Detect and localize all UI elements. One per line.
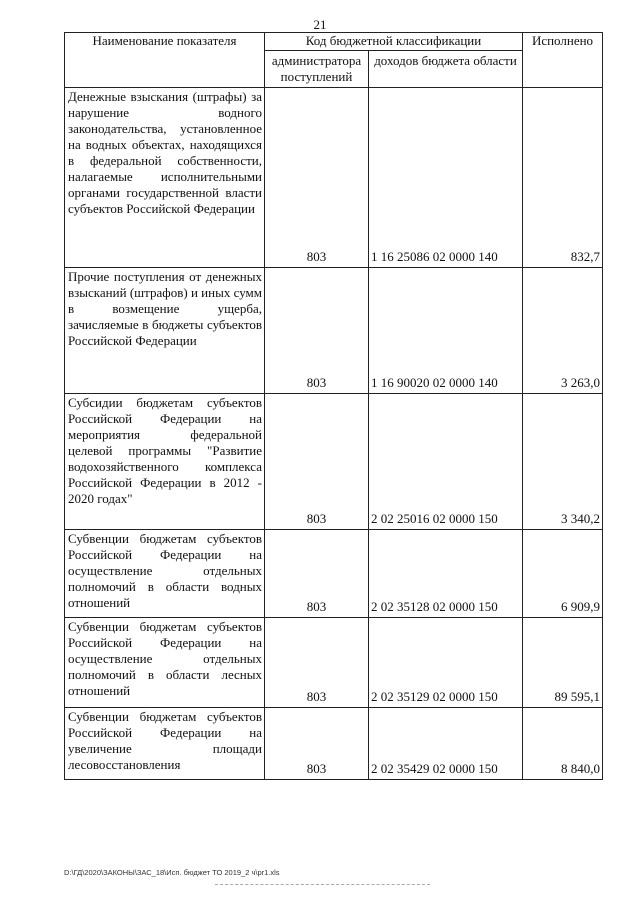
indicator-name: Субвенции бюджетам субъектов Российской Федерации на осуществление отдельных полномочий в области водных отношений bbox=[65, 530, 265, 618]
admin-code: 803 bbox=[265, 708, 369, 780]
indicator-name: Денежные взыскания (штрафы) за нарушение водного законодательства, установленное на водных объектах, находящихся в федеральной собственности, налагаемые исполнительными органами государственной власти субъектов Российской Федерации bbox=[65, 88, 265, 268]
budget-table bbox=[64, 32, 603, 780]
income-code: 2 02 35128 02 0000 150 bbox=[369, 530, 523, 618]
executed-amount: 832,7 bbox=[523, 88, 603, 268]
income-code: 2 02 35429 02 0000 150 bbox=[369, 708, 523, 780]
income-code: 2 02 25016 02 0000 150 bbox=[369, 394, 523, 530]
indicator-name: Субвенции бюджетам субъектов Российской Федерации на увеличение площади лесовосстановления bbox=[65, 708, 265, 780]
table-row bbox=[65, 708, 603, 780]
executed-amount: 3 263,0 bbox=[523, 268, 603, 394]
income-code: 2 02 35129 02 0000 150 bbox=[369, 618, 523, 708]
file-path-footer: D:\ГД\2020\ЗАКОНЫ\ЗАС_18\Исп. бюджет ТО 2019_2 ч\pr1.xls bbox=[64, 868, 280, 877]
indicator-name: Субвенции бюджетам субъектов Российской Федерации на осуществление отдельных полномочий в области лесных отношений bbox=[65, 618, 265, 708]
table-row bbox=[65, 618, 603, 708]
admin-code: 803 bbox=[265, 88, 369, 268]
executed-amount: 3 340,2 bbox=[523, 394, 603, 530]
admin-code: 803 bbox=[265, 618, 369, 708]
table-row bbox=[65, 88, 603, 268]
income-code: 1 16 25086 02 0000 140 bbox=[369, 88, 523, 268]
header-indicator-name: Наименование показателя bbox=[65, 33, 265, 88]
page-number: 21 bbox=[313, 17, 327, 32]
admin-code: 803 bbox=[265, 530, 369, 618]
executed-amount: 6 909,9 bbox=[523, 530, 603, 618]
admin-code: 803 bbox=[265, 394, 369, 530]
header-income: доходов бюджета области bbox=[369, 51, 523, 88]
header-administrator: администратора поступлений bbox=[265, 51, 369, 88]
table-row bbox=[65, 268, 603, 394]
indicator-name: Прочие поступления от денежных взысканий (штрафов) и иных сумм в возмещение ущерба, зачисляемые в бюджеты субъектов Российской Федерации bbox=[65, 268, 265, 394]
header-budget-code: Код бюджетной классификации bbox=[265, 33, 523, 51]
indicator-name: Субсидии бюджетам субъектов Российской Федерации на мероприятия федеральной целевой программы "Развитие водохозяйственного комплекса Российской Федерации в 2012 - 2020 годах" bbox=[65, 394, 265, 530]
footer-divider bbox=[215, 884, 430, 885]
table-row bbox=[65, 394, 603, 530]
table-row bbox=[65, 530, 603, 618]
income-code: 1 16 90020 02 0000 140 bbox=[369, 268, 523, 394]
header-executed: Исполнено bbox=[523, 33, 603, 88]
executed-amount: 8 840,0 bbox=[523, 708, 603, 780]
executed-amount: 89 595,1 bbox=[523, 618, 603, 708]
admin-code: 803 bbox=[265, 268, 369, 394]
